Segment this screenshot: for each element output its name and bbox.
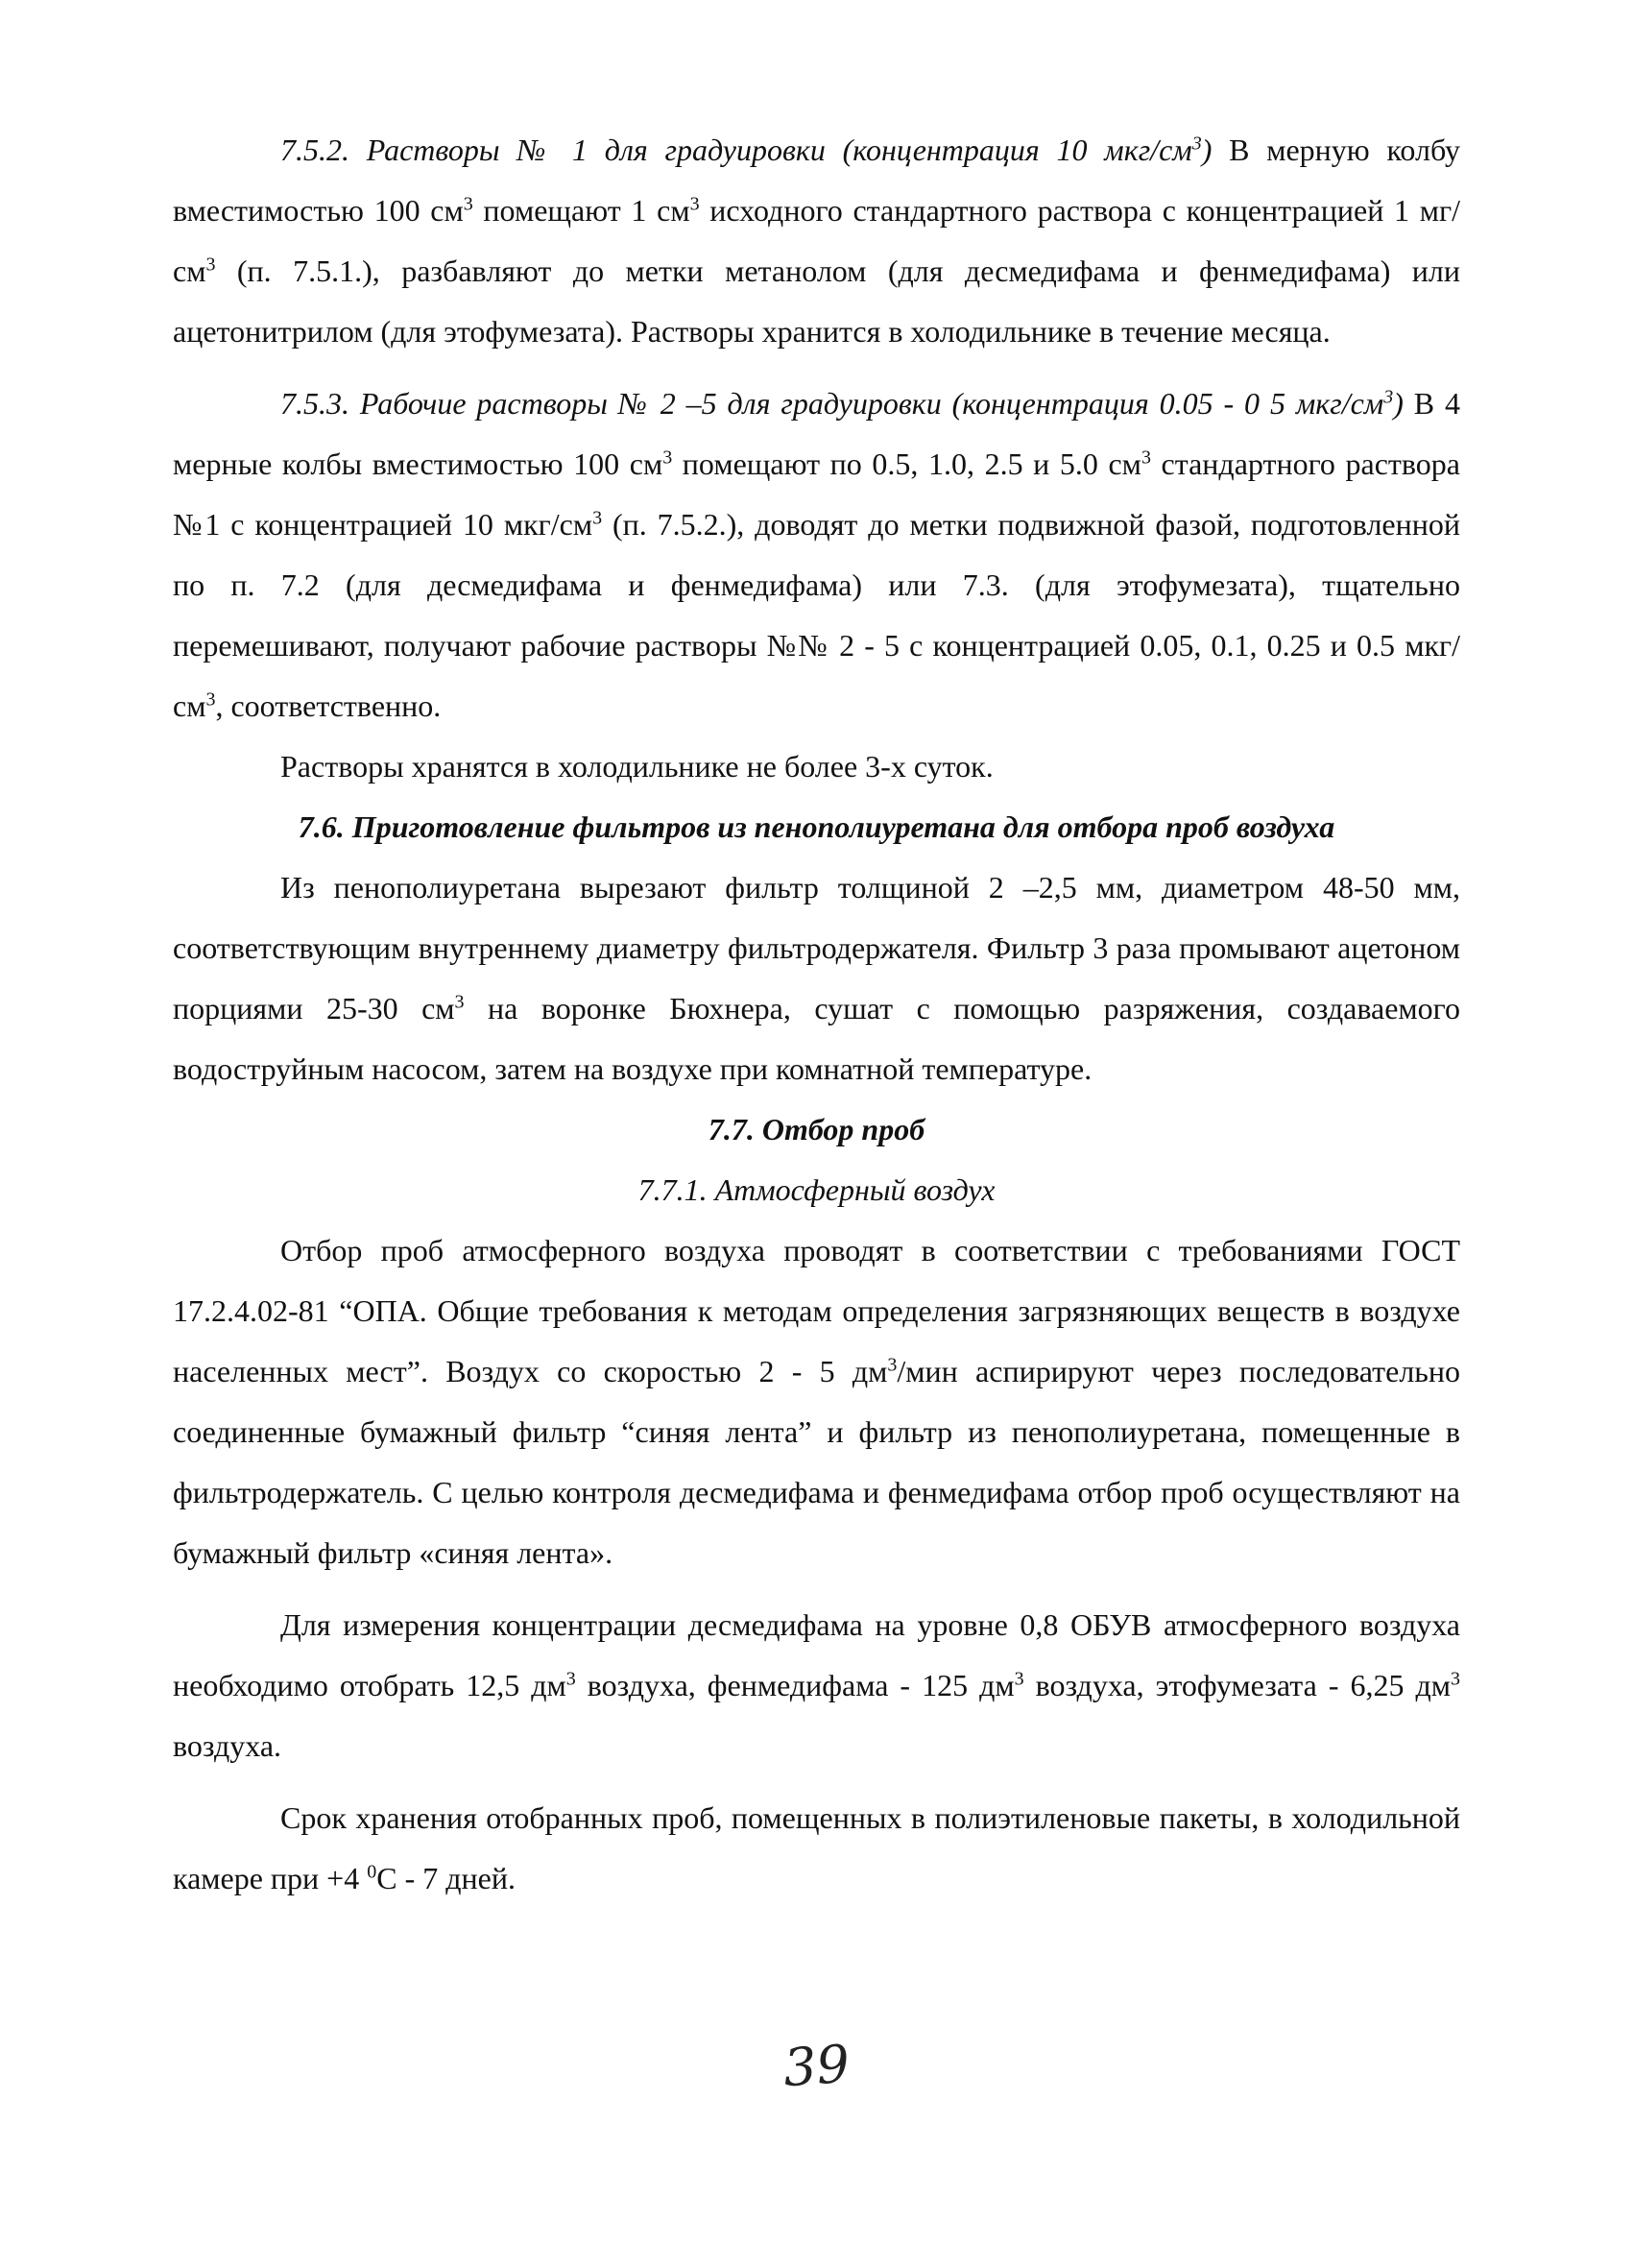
text-run: помещают 1 см [472, 193, 690, 228]
superscript: 3 [205, 253, 216, 276]
paragraph-storage: Растворы хранятся в холодильнике не более 3-х суток. [280, 749, 994, 784]
superscript: 3 [463, 193, 473, 215]
text-run: В мерную колбу вместимостью 100 см [173, 133, 1461, 228]
superscript: 3 [1383, 386, 1394, 408]
superscript: 3 [689, 193, 700, 215]
text-run: /мин аспирируют через последовательно соединенные бумажный фильтр “синяя лента” и фильтр из пенополиуретана, помещенные в фильтродержатель. С целью контроля десмедифама и фенмедифама отбор проб осуществляют на бумажный фильтр «синяя лента». [173, 1354, 1461, 1570]
heading-7-5-2 [280, 133, 1212, 167]
page-number: 39 [781, 2033, 852, 2099]
text-run: В 4 мерные колбы вместимостью 100 см [173, 386, 1461, 481]
text-run: помещают по 0.5, 1.0, 2.5 и 5.0 см [672, 446, 1141, 481]
paragraph-7-5-3 [173, 374, 1460, 736]
superscript: 3 [662, 446, 673, 469]
text-run: Срок хранения отобранных проб, помещенных в полиэтиленовые пакеты, в холодильной камере при +4 [173, 1800, 1460, 1895]
paragraph-7-6 [173, 857, 1460, 1099]
superscript: 3 [205, 688, 216, 711]
text-run: , соответственно. [215, 688, 442, 723]
superscript: 3 [565, 1668, 576, 1690]
text-run: на воронке Бюхнера, сушат с помощью разряжения, создаваемого водоструйным насосом, затем на воздухе при комнатной температуре. [173, 991, 1461, 1086]
section-heading-7-7: 7.7. Отбор проб [708, 1112, 925, 1146]
text-run: (п. 7.5.1.), разбавляют до метки метанолом (для десмедифама и фенмедифама) или ацетонитрилом (для этофумезата). Растворы хранится в холодильнике в течение месяца. [173, 253, 1460, 349]
superscript: 3 [1141, 446, 1151, 469]
text-run: С - 7 дней. [376, 1861, 516, 1895]
text-run: воздуха. [173, 1728, 282, 1763]
paragraph-measure [173, 1595, 1460, 1776]
superscript: 3 [1451, 1668, 1461, 1690]
superscript: 3 [1191, 133, 1202, 155]
heading-7-5-3 [280, 386, 1404, 421]
text-run: Отбор проб атмосферного воздуха проводят в соответствии с требованиями ГОСТ 17.2.4.02-81 “ОПА. Общие требования к методам определения загрязняющих веществ в воздухе населенных мест”. Воздух со скоростью 2 - 5 дм [173, 1233, 1460, 1388]
text-run: исходного стандартного раствора с концентрацией 1 мг/см [173, 193, 1460, 288]
superscript: 3 [1014, 1668, 1024, 1690]
text-run: воздуха, этофумезата - 6,25 дм [1023, 1668, 1452, 1702]
superscript: 3 [454, 991, 465, 1013]
heading-7-5-2-end: ) [1201, 133, 1213, 167]
text-run: Из пенополиуретана вырезают фильтр толщиной 2 –2,5 мм, диаметром 48-50 мм, соответствующим внутреннему диаметру фильтродержателя. Фильтр 3 раза промывают ацетоном порциями 25-30 см [173, 870, 1460, 1025]
paragraph-7-5-2 [173, 120, 1460, 362]
heading-7-5-3-end: ) [1393, 386, 1404, 421]
heading-7-5-2-text: 7.5.2. Растворы № 1 для градуировки (концентрация 10 мкг/см [280, 133, 1192, 167]
superscript: 3 [592, 507, 603, 529]
text-run: (п. 7.5.2.), доводят до метки подвижной фазой, подготовленной по п. 7.2 (для десмедифама и фенмедифама) или 7.3. (для этофумезата), тщательно перемешивают, получают рабочие растворы №№ 2 - 5 с концентрацией 0.05, 0.1, 0.25 и 0.5 мкг/см [173, 507, 1461, 723]
paragraph-7-7-1 [173, 1220, 1460, 1583]
text-run: воздуха, фенмедифама - 125 дм [575, 1668, 1015, 1702]
subsection-heading-7-7-1: 7.7.1. Атмосферный воздух [637, 1172, 996, 1207]
paragraph-keep [173, 1788, 1460, 1909]
heading-7-5-3-text: 7.5.3. Рабочие растворы № 2 –5 для градуировки (концентрация 0.05 - 0 5 мкг/см [280, 386, 1384, 421]
text-run: Для измерения концентрации десмедифама на уровне 0,8 ОБУВ атмосферного воздуха необходимо отобрать 12,5 дм [173, 1607, 1460, 1702]
superscript: 3 [887, 1354, 898, 1376]
section-heading-7-6: 7.6. Приготовление фильтров из пенополиуретана для отбора проб воздуха [298, 809, 1335, 844]
text-run: стандартного раствора №1 с концентрацией 10 мкг/см [173, 446, 1461, 542]
superscript: 0 [367, 1861, 377, 1883]
